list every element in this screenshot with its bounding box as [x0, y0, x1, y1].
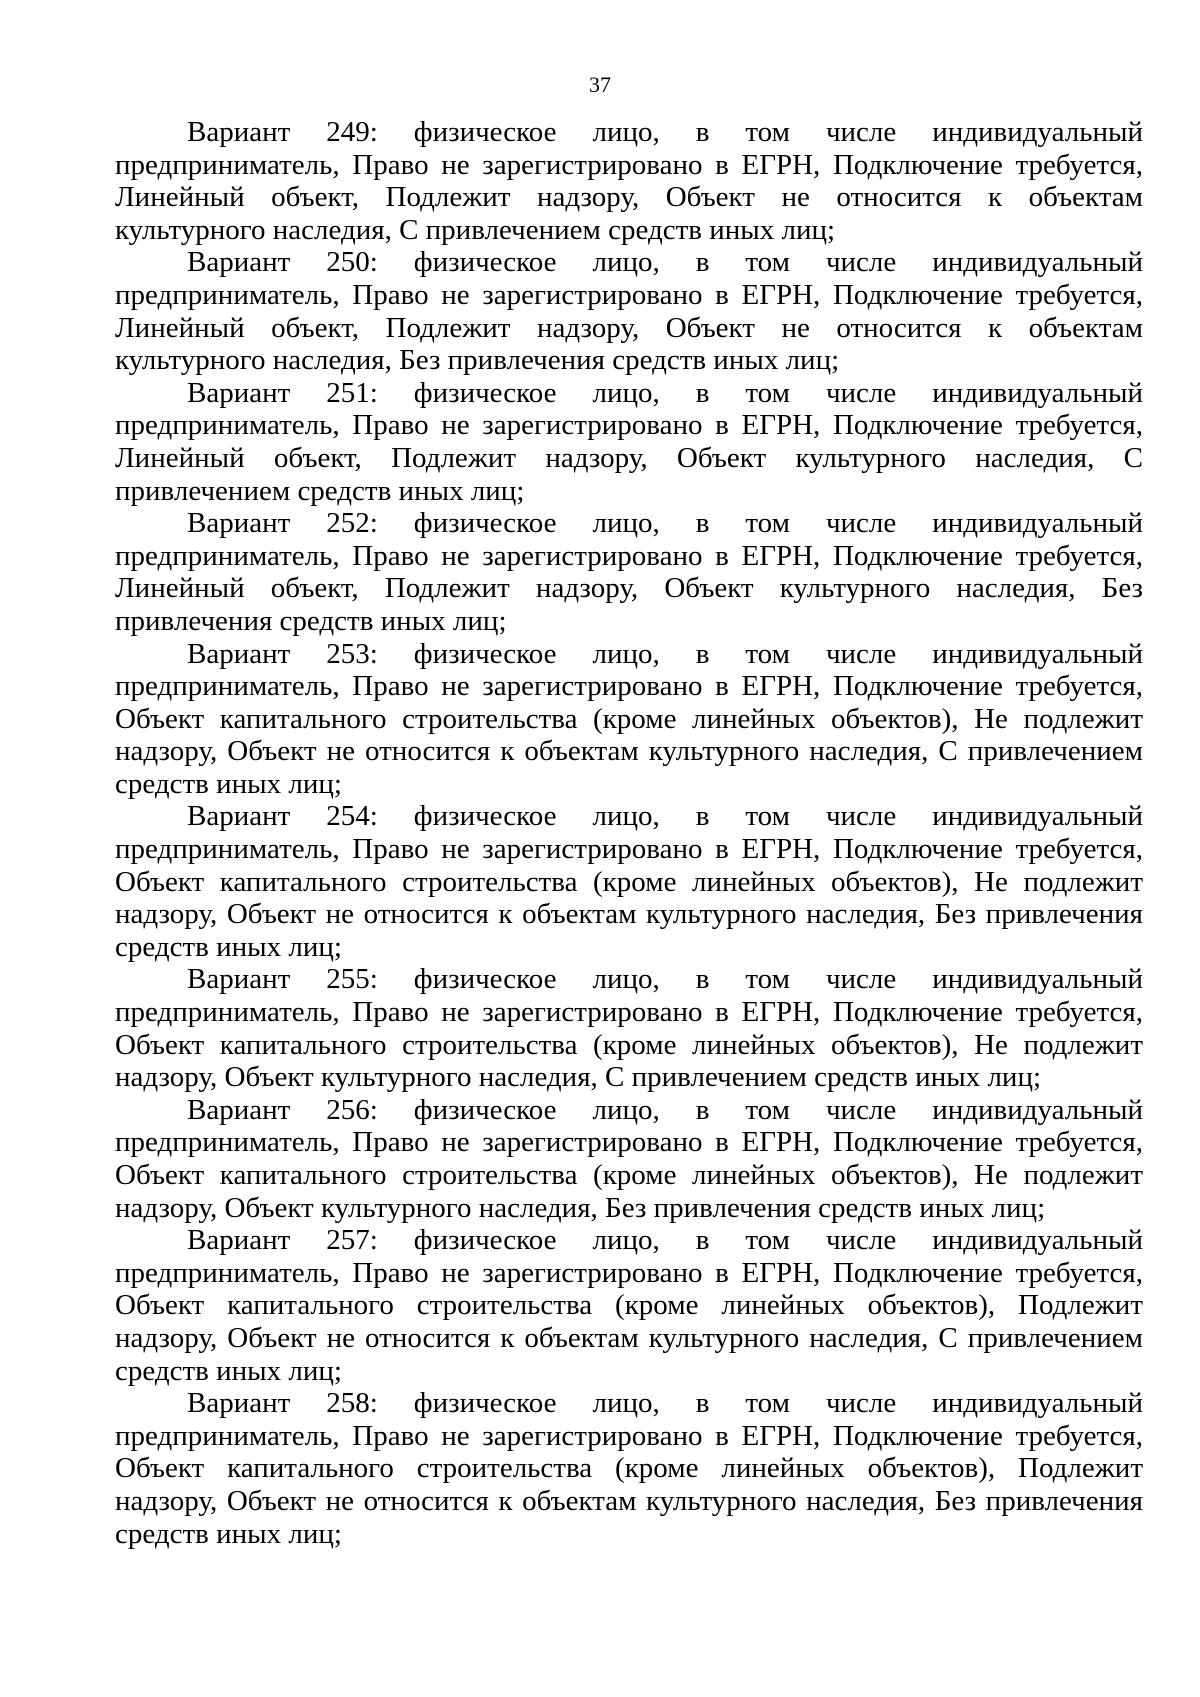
variant-paragraph: Вариант 258: физическое лицо, в том числе индивидуальный предприниматель, Право не зарегистрировано в ЕГРН, Подключение требуется, Объект капитального строительства (кроме линейных объектов), Подлежит надзору, Объект не относится к объектам культурного наследия, Без привлечения средств иных лиц;	[115, 1387, 1143, 1550]
variant-paragraph: Вариант 256: физическое лицо, в том числе индивидуальный предприниматель, Право не зарегистрировано в ЕГРН, Подключение требуется, Объект капитального строительства (кроме линейных объектов), Не подлежит надзору, Объект культурного наследия, Без привлечения средств иных лиц;	[115, 1093, 1143, 1224]
variant-paragraph: Вариант 249: физическое лицо, в том числе индивидуальный предприниматель, Право не зарегистрировано в ЕГРН, Подключение требуется, Линейный объект, Подлежит надзору, Объект не относится к объектам культурного наследия, С привлечением средств иных лиц;	[115, 116, 1143, 246]
variant-paragraph: Вариант 253: физическое лицо, в том числе индивидуальный предприниматель, Право не зарегистрировано в ЕГРН, Подключение требуется, Объект капитального строительства (кроме линейных объектов), Не подлежит надзору, Объект не относится к объектам культурного наследия, С привлечением средств иных лиц;	[115, 637, 1143, 800]
variant-paragraph: Вариант 257: физическое лицо, в том числе индивидуальный предприниматель, Право не зарегистрировано в ЕГРН, Подключение требуется, Объект капитального строительства (кроме линейных объектов), Подлежит надзору, Объект не относится к объектам культурного наследия, С привлечением средств иных лиц;	[115, 1224, 1143, 1387]
page-number: 37	[589, 72, 611, 97]
variant-paragraph: Вариант 254: физическое лицо, в том числе индивидуальный предприниматель, Право не зарегистрировано в ЕГРН, Подключение требуется, Объект капитального строительства (кроме линейных объектов), Не подлежит надзору, Объект не относится к объектам культурного наследия, Без привлечения средств иных лиц;	[115, 800, 1143, 963]
document-body	[115, 116, 1143, 1550]
variant-paragraph: Вариант 252: физическое лицо, в том числе индивидуальный предприниматель, Право не зарегистрировано в ЕГРН, Подключение требуется, Линейный объект, Подлежит надзору, Объект культурного наследия, Без привлечения средств иных лиц;	[115, 507, 1143, 637]
variant-paragraph: Вариант 255: физическое лицо, в том числе индивидуальный предприниматель, Право не зарегистрировано в ЕГРН, Подключение требуется, Объект капитального строительства (кроме линейных объектов), Не подлежит надзору, Объект культурного наследия, С привлечением средств иных лиц;	[115, 963, 1143, 1094]
variant-paragraph: Вариант 250: физическое лицо, в том числе индивидуальный предприниматель, Право не зарегистрировано в ЕГРН, Подключение требуется, Линейный объект, Подлежит надзору, Объект не относится к объектам культурного наследия, Без привлечения средств иных лиц;	[115, 246, 1143, 377]
variant-paragraph: Вариант 251: физическое лицо, в том числе индивидуальный предприниматель, Право не зарегистрировано в ЕГРН, Подключение требуется, Линейный объект, Подлежит надзору, Объект культурного наследия, С привлечением средств иных лиц;	[115, 376, 1143, 507]
